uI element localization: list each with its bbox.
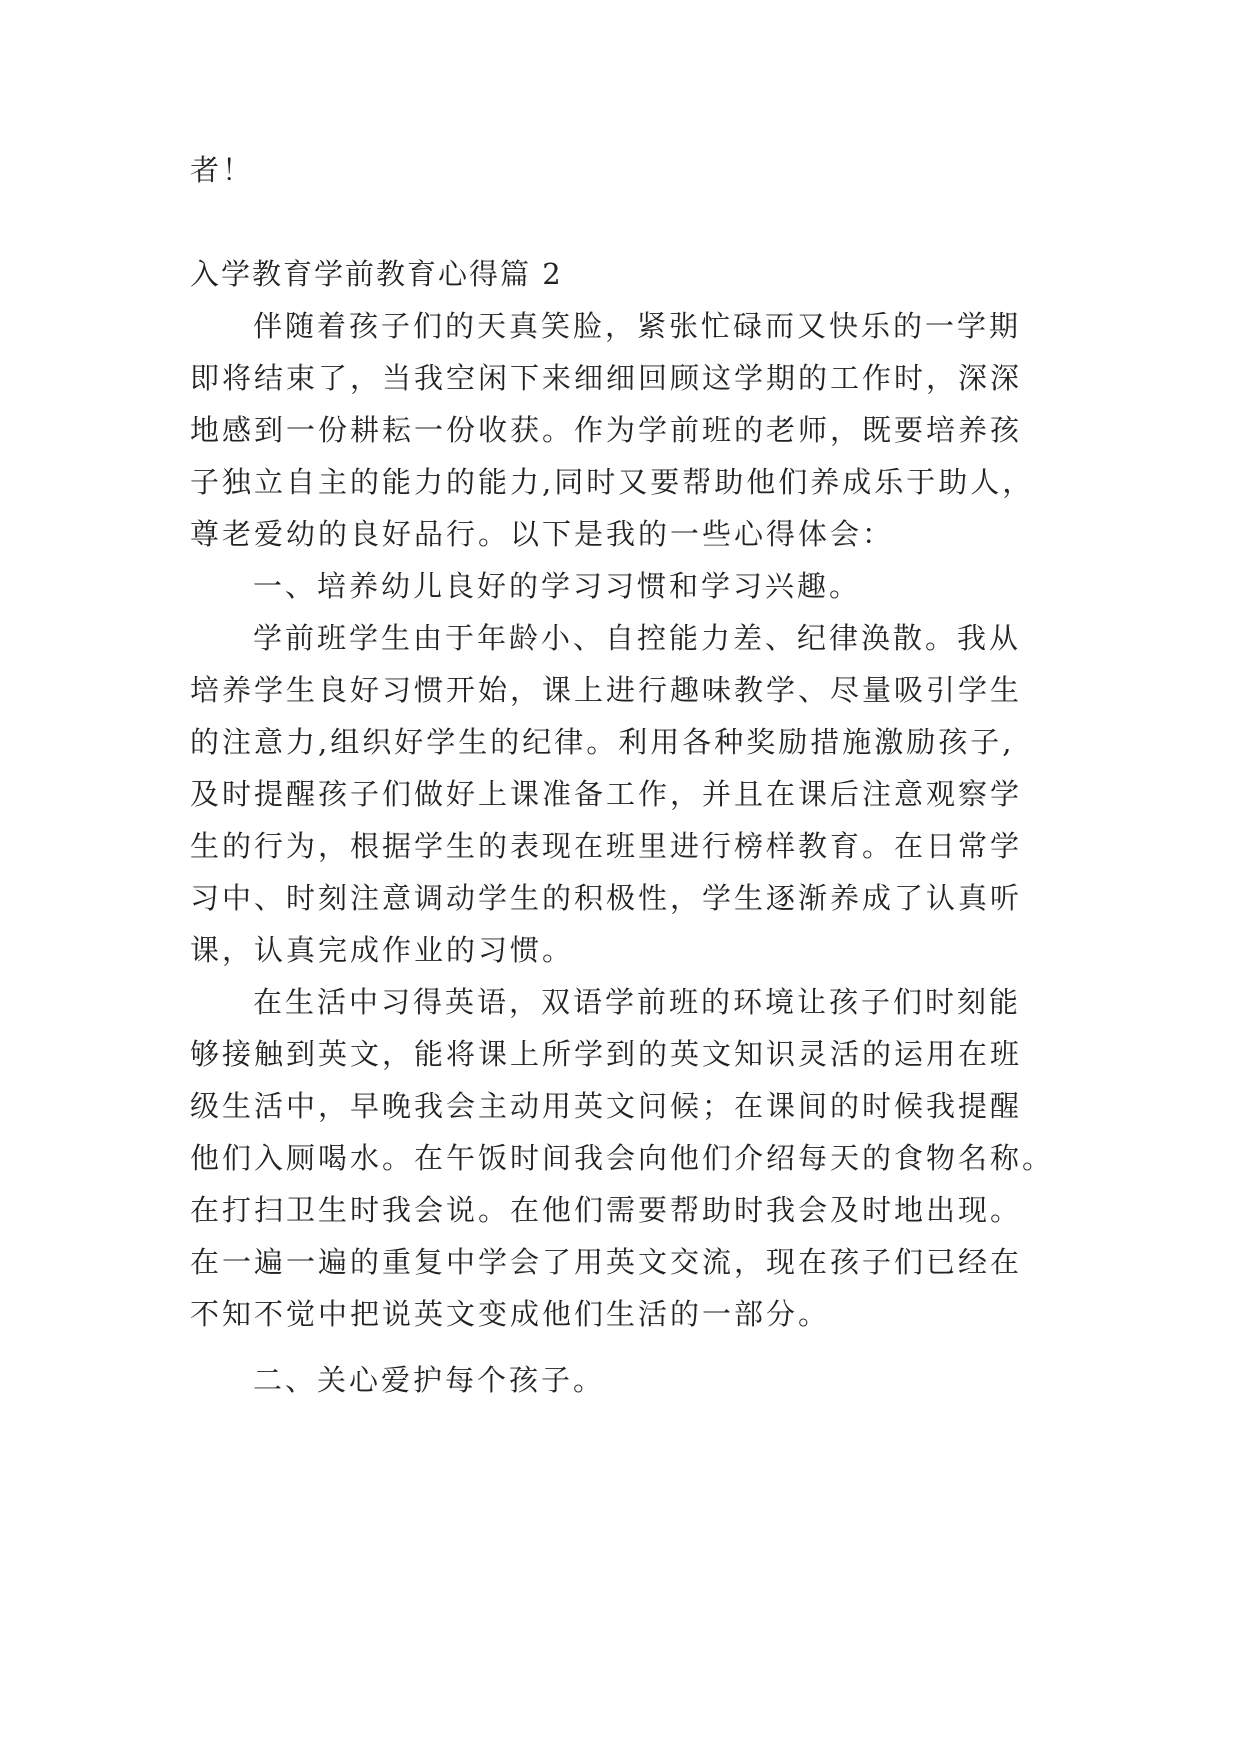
section-title: 入学教育学前教育心得篇 2 (190, 257, 563, 291)
paragraph-line: 培养学生良好习惯开始，课上进行趣味教学、尽量吸引学生 (190, 673, 1023, 707)
paragraph-line: 在生活中习得英语，双语学前班的环境让孩子们时刻能 (253, 985, 1022, 1019)
paragraph-line: 学前班学生由于年龄小、自控能力差、纪律涣散。我从 (253, 621, 1022, 655)
paragraph-line: 够接触到英文，能将课上所学到的英文知识灵活的运用在班 (190, 1037, 1023, 1071)
subheading-habits: 一、培养幼儿良好的学习习惯和学习兴趣。 (253, 569, 862, 603)
paragraph-line: 及时提醒孩子们做好上课准备工作，并且在课后注意观察学 (190, 777, 1023, 811)
paragraph-line: 尊老爱幼的良好品行。以下是我的一些心得体会： (190, 517, 895, 551)
paragraph-line: 地感到一份耕耘一份收获。作为学前班的老师，既要培养孩 (190, 413, 1023, 447)
continuation-text: 者！ (190, 153, 255, 187)
subheading-care: 二、关心爱护每个孩子。 (253, 1363, 606, 1397)
paragraph-line: 在打扫卫生时我会说。在他们需要帮助时我会及时地出现。 (190, 1193, 1023, 1227)
paragraph-line: 生的行为，根据学生的表现在班里进行榜样教育。在日常学 (190, 829, 1023, 863)
paragraph-line: 在一遍一遍的重复中学会了用英文交流，现在孩子们已经在 (190, 1245, 1023, 1279)
paragraph-line: 课，认真完成作业的习惯。 (190, 933, 575, 967)
paragraph-line: 伴随着孩子们的天真笑脸，紧张忙碌而又快乐的一学期 (253, 309, 1022, 343)
paragraph-line: 子独立自主的能力的能力,同时又要帮助他们养成乐于助人， (190, 465, 1035, 499)
paragraph-line: 级生活中，早晚我会主动用英文问候；在课间的时候我提醒 (190, 1089, 1023, 1123)
paragraph-line: 习中、时刻注意调动学生的积极性，学生逐渐养成了认真听 (190, 881, 1023, 915)
paragraph-line: 的注意力,组织好学生的纪律。利用各种奖励措施激励孩子, (190, 725, 1015, 759)
paragraph-line: 他们入厕喝水。在午饭时间我会向他们介绍每天的食物名称。 (190, 1141, 1055, 1175)
paragraph-line: 不知不觉中把说英文变成他们生活的一部分。 (190, 1297, 831, 1331)
paragraph-line: 即将结束了，当我空闲下来细细回顾这学期的工作时，深深 (190, 361, 1023, 395)
